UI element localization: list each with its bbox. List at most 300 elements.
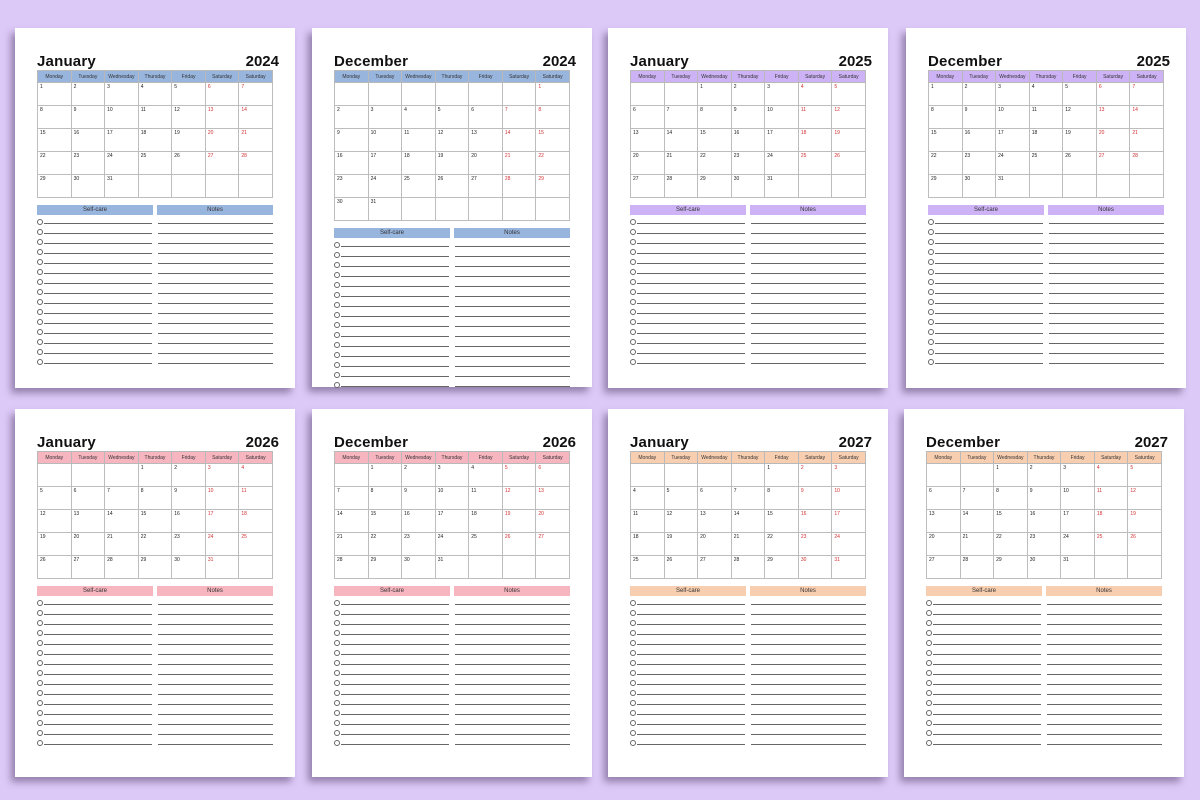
day-cell[interactable]: 10 (368, 129, 402, 152)
selfcare-item[interactable] (334, 268, 450, 278)
day-cell[interactable]: 11 (1094, 487, 1128, 510)
day-cell[interactable] (536, 556, 570, 579)
notes-line[interactable] (1048, 245, 1164, 255)
day-cell[interactable]: 18 (469, 510, 503, 533)
selfcare-item[interactable] (37, 616, 153, 626)
notes-line[interactable] (750, 706, 866, 716)
day-cell[interactable]: 20 (631, 152, 665, 175)
day-cell[interactable]: 27 (927, 556, 961, 579)
selfcare-item[interactable] (630, 285, 746, 295)
day-cell[interactable]: 3 (435, 464, 469, 487)
selfcare-item[interactable] (334, 358, 450, 368)
selfcare-item[interactable] (37, 626, 153, 636)
day-cell[interactable]: 12 (1063, 106, 1097, 129)
selfcare-item[interactable] (926, 596, 1042, 606)
notes-line[interactable] (157, 305, 273, 315)
day-cell[interactable]: 9 (962, 106, 996, 129)
selfcare-item[interactable] (928, 285, 1044, 295)
selfcare-item[interactable] (926, 726, 1042, 736)
day-cell[interactable]: 23 (1027, 533, 1061, 556)
notes-line[interactable] (1048, 325, 1164, 335)
day-cell[interactable]: 7 (239, 83, 273, 106)
day-cell[interactable]: 7 (731, 487, 765, 510)
selfcare-item[interactable] (334, 706, 450, 716)
selfcare-item[interactable] (37, 225, 153, 235)
selfcare-item[interactable] (630, 636, 746, 646)
day-cell[interactable]: 6 (631, 106, 665, 129)
day-cell[interactable]: 21 (960, 533, 994, 556)
selfcare-item[interactable] (928, 315, 1044, 325)
day-cell[interactable]: 30 (798, 556, 832, 579)
day-cell[interactable]: 27 (205, 152, 239, 175)
selfcare-item[interactable] (334, 308, 450, 318)
day-cell[interactable]: 4 (1094, 464, 1128, 487)
day-cell[interactable]: 3 (205, 464, 239, 487)
notes-line[interactable] (1046, 596, 1162, 606)
day-cell[interactable]: 13 (536, 487, 570, 510)
day-cell[interactable]: 9 (71, 106, 105, 129)
selfcare-item[interactable] (928, 215, 1044, 225)
notes-line[interactable] (157, 285, 273, 295)
notes-line[interactable] (454, 238, 570, 248)
selfcare-item[interactable] (926, 696, 1042, 706)
day-cell[interactable]: 15 (929, 129, 963, 152)
selfcare-item[interactable] (630, 686, 746, 696)
selfcare-item[interactable] (334, 238, 450, 248)
day-cell[interactable]: 3 (105, 83, 139, 106)
notes-line[interactable] (157, 676, 273, 686)
notes-line[interactable] (750, 666, 866, 676)
day-cell[interactable]: 7 (664, 106, 698, 129)
day-cell[interactable]: 27 (469, 175, 503, 198)
day-cell[interactable]: 29 (929, 175, 963, 198)
day-cell[interactable]: 7 (335, 487, 369, 510)
day-cell[interactable] (832, 175, 866, 198)
day-cell[interactable]: 26 (664, 556, 698, 579)
day-cell[interactable]: 19 (1128, 510, 1162, 533)
notes-line[interactable] (1048, 335, 1164, 345)
selfcare-item[interactable] (37, 245, 153, 255)
day-cell[interactable]: 26 (172, 152, 206, 175)
notes-line[interactable] (750, 626, 866, 636)
day-cell[interactable]: 29 (698, 175, 732, 198)
day-cell[interactable] (927, 464, 961, 487)
selfcare-item[interactable] (334, 378, 450, 388)
selfcare-item[interactable] (630, 666, 746, 676)
day-cell[interactable]: 24 (765, 152, 799, 175)
selfcare-item[interactable] (928, 255, 1044, 265)
notes-line[interactable] (1048, 305, 1164, 315)
selfcare-item[interactable] (928, 335, 1044, 345)
day-cell[interactable] (1096, 175, 1130, 198)
day-cell[interactable]: 19 (435, 152, 469, 175)
notes-line[interactable] (1048, 295, 1164, 305)
day-cell[interactable]: 11 (631, 510, 665, 533)
selfcare-item[interactable] (37, 716, 153, 726)
notes-line[interactable] (454, 656, 570, 666)
day-cell[interactable]: 6 (469, 106, 503, 129)
day-cell[interactable]: 3 (832, 464, 866, 487)
selfcare-item[interactable] (37, 265, 153, 275)
day-cell[interactable]: 23 (71, 152, 105, 175)
checkbox-circle[interactable] (926, 740, 932, 746)
day-cell[interactable]: 15 (38, 129, 72, 152)
selfcare-item[interactable] (334, 636, 450, 646)
day-cell[interactable]: 14 (731, 510, 765, 533)
day-cell[interactable]: 8 (929, 106, 963, 129)
selfcare-item[interactable] (334, 616, 450, 626)
notes-line[interactable] (750, 285, 866, 295)
notes-line[interactable] (454, 268, 570, 278)
selfcare-item[interactable] (630, 696, 746, 706)
selfcare-item[interactable] (630, 656, 746, 666)
day-cell[interactable]: 17 (368, 152, 402, 175)
notes-line[interactable] (454, 318, 570, 328)
selfcare-item[interactable] (630, 265, 746, 275)
notes-line[interactable] (1046, 716, 1162, 726)
day-cell[interactable]: 15 (368, 510, 402, 533)
day-cell[interactable]: 21 (664, 152, 698, 175)
day-cell[interactable]: 6 (205, 83, 239, 106)
selfcare-item[interactable] (630, 305, 746, 315)
day-cell[interactable]: 23 (172, 533, 206, 556)
day-cell[interactable] (469, 83, 503, 106)
selfcare-item[interactable] (37, 345, 153, 355)
day-cell[interactable]: 23 (962, 152, 996, 175)
day-cell[interactable]: 16 (335, 152, 369, 175)
notes-line[interactable] (1048, 275, 1164, 285)
notes-line[interactable] (1048, 255, 1164, 265)
selfcare-item[interactable] (37, 696, 153, 706)
day-cell[interactable]: 21 (502, 152, 536, 175)
selfcare-item[interactable] (630, 716, 746, 726)
day-cell[interactable]: 16 (962, 129, 996, 152)
notes-line[interactable] (157, 355, 273, 365)
notes-line[interactable] (750, 686, 866, 696)
selfcare-item[interactable] (37, 275, 153, 285)
day-cell[interactable]: 12 (832, 106, 866, 129)
notes-line[interactable] (750, 305, 866, 315)
selfcare-item[interactable] (37, 646, 153, 656)
day-cell[interactable]: 1 (138, 464, 172, 487)
checkbox-circle[interactable] (630, 359, 636, 365)
day-cell[interactable]: 20 (205, 129, 239, 152)
day-cell[interactable]: 28 (960, 556, 994, 579)
day-cell[interactable]: 1 (38, 83, 72, 106)
day-cell[interactable]: 13 (205, 106, 239, 129)
notes-line[interactable] (454, 358, 570, 368)
selfcare-item[interactable] (334, 726, 450, 736)
day-cell[interactable]: 27 (631, 175, 665, 198)
day-cell[interactable]: 11 (1029, 106, 1063, 129)
day-cell[interactable]: 12 (435, 129, 469, 152)
notes-line[interactable] (157, 636, 273, 646)
day-cell[interactable]: 8 (994, 487, 1028, 510)
day-cell[interactable]: 5 (38, 487, 72, 510)
day-cell[interactable] (172, 175, 206, 198)
notes-line[interactable] (454, 338, 570, 348)
day-cell[interactable]: 25 (138, 152, 172, 175)
day-cell[interactable]: 17 (205, 510, 239, 533)
selfcare-item[interactable] (630, 706, 746, 716)
day-cell[interactable]: 16 (402, 510, 436, 533)
day-cell[interactable]: 9 (172, 487, 206, 510)
selfcare-item[interactable] (334, 318, 450, 328)
day-cell[interactable]: 9 (402, 487, 436, 510)
day-cell[interactable]: 26 (38, 556, 72, 579)
day-cell[interactable]: 14 (335, 510, 369, 533)
day-cell[interactable]: 4 (631, 487, 665, 510)
day-cell[interactable]: 31 (996, 175, 1030, 198)
day-cell[interactable]: 18 (1094, 510, 1128, 533)
day-cell[interactable]: 14 (960, 510, 994, 533)
day-cell[interactable]: 24 (205, 533, 239, 556)
notes-line[interactable] (1046, 736, 1162, 746)
day-cell[interactable]: 12 (1128, 487, 1162, 510)
selfcare-item[interactable] (37, 676, 153, 686)
notes-line[interactable] (454, 696, 570, 706)
selfcare-item[interactable] (334, 686, 450, 696)
selfcare-item[interactable] (334, 736, 450, 746)
day-cell[interactable]: 15 (536, 129, 570, 152)
day-cell[interactable]: 5 (664, 487, 698, 510)
selfcare-item[interactable] (37, 255, 153, 265)
day-cell[interactable]: 1 (765, 464, 799, 487)
day-cell[interactable] (138, 175, 172, 198)
day-cell[interactable]: 5 (1128, 464, 1162, 487)
selfcare-item[interactable] (37, 215, 153, 225)
notes-line[interactable] (750, 315, 866, 325)
notes-line[interactable] (1046, 636, 1162, 646)
notes-line[interactable] (454, 248, 570, 258)
day-cell[interactable]: 25 (402, 175, 436, 198)
day-cell[interactable]: 26 (435, 175, 469, 198)
selfcare-item[interactable] (334, 278, 450, 288)
selfcare-item[interactable] (630, 315, 746, 325)
notes-line[interactable] (157, 325, 273, 335)
day-cell[interactable]: 2 (962, 83, 996, 106)
day-cell[interactable]: 10 (765, 106, 799, 129)
day-cell[interactable]: 14 (239, 106, 273, 129)
notes-line[interactable] (1046, 646, 1162, 656)
day-cell[interactable] (402, 198, 436, 221)
selfcare-item[interactable] (630, 215, 746, 225)
day-cell[interactable]: 31 (765, 175, 799, 198)
day-cell[interactable] (469, 556, 503, 579)
day-cell[interactable]: 7 (1130, 83, 1164, 106)
day-cell[interactable] (1128, 556, 1162, 579)
day-cell[interactable]: 2 (798, 464, 832, 487)
selfcare-item[interactable] (928, 325, 1044, 335)
day-cell[interactable]: 5 (502, 464, 536, 487)
selfcare-item[interactable] (334, 626, 450, 636)
day-cell[interactable]: 7 (502, 106, 536, 129)
day-cell[interactable]: 29 (138, 556, 172, 579)
notes-line[interactable] (157, 696, 273, 706)
day-cell[interactable]: 6 (927, 487, 961, 510)
notes-line[interactable] (454, 378, 570, 388)
day-cell[interactable]: 30 (402, 556, 436, 579)
day-cell[interactable]: 24 (832, 533, 866, 556)
day-cell[interactable]: 15 (765, 510, 799, 533)
day-cell[interactable]: 19 (664, 533, 698, 556)
day-cell[interactable]: 3 (996, 83, 1030, 106)
day-cell[interactable]: 28 (731, 556, 765, 579)
notes-line[interactable] (750, 325, 866, 335)
day-cell[interactable]: 2 (402, 464, 436, 487)
notes-line[interactable] (454, 736, 570, 746)
checkbox-circle[interactable] (334, 740, 340, 746)
notes-line[interactable] (157, 646, 273, 656)
notes-line[interactable] (157, 245, 273, 255)
day-cell[interactable]: 5 (832, 83, 866, 106)
day-cell[interactable] (335, 83, 369, 106)
selfcare-item[interactable] (37, 666, 153, 676)
day-cell[interactable]: 17 (765, 129, 799, 152)
day-cell[interactable]: 4 (239, 464, 273, 487)
selfcare-item[interactable] (630, 255, 746, 265)
notes-line[interactable] (750, 255, 866, 265)
day-cell[interactable]: 24 (996, 152, 1030, 175)
selfcare-item[interactable] (630, 596, 746, 606)
day-cell[interactable]: 4 (798, 83, 832, 106)
day-cell[interactable]: 25 (798, 152, 832, 175)
notes-line[interactable] (454, 298, 570, 308)
day-cell[interactable]: 30 (71, 175, 105, 198)
day-cell[interactable]: 20 (927, 533, 961, 556)
notes-line[interactable] (750, 295, 866, 305)
day-cell[interactable]: 22 (765, 533, 799, 556)
day-cell[interactable]: 22 (38, 152, 72, 175)
notes-line[interactable] (454, 716, 570, 726)
notes-line[interactable] (157, 295, 273, 305)
day-cell[interactable]: 26 (1128, 533, 1162, 556)
day-cell[interactable]: 8 (38, 106, 72, 129)
selfcare-item[interactable] (37, 335, 153, 345)
day-cell[interactable]: 9 (731, 106, 765, 129)
notes-line[interactable] (1046, 626, 1162, 636)
day-cell[interactable]: 7 (105, 487, 139, 510)
day-cell[interactable] (239, 175, 273, 198)
day-cell[interactable]: 10 (1061, 487, 1095, 510)
day-cell[interactable]: 9 (798, 487, 832, 510)
day-cell[interactable]: 22 (138, 533, 172, 556)
notes-line[interactable] (1046, 616, 1162, 626)
notes-line[interactable] (750, 676, 866, 686)
day-cell[interactable]: 21 (239, 129, 273, 152)
day-cell[interactable]: 31 (368, 198, 402, 221)
checkbox-circle[interactable] (630, 740, 636, 746)
selfcare-item[interactable] (926, 706, 1042, 716)
day-cell[interactable]: 29 (536, 175, 570, 198)
selfcare-item[interactable] (928, 225, 1044, 235)
checkbox-circle[interactable] (37, 740, 43, 746)
day-cell[interactable]: 19 (502, 510, 536, 533)
day-cell[interactable]: 22 (368, 533, 402, 556)
notes-line[interactable] (1046, 706, 1162, 716)
day-cell[interactable] (435, 198, 469, 221)
day-cell[interactable]: 30 (335, 198, 369, 221)
selfcare-item[interactable] (334, 338, 450, 348)
selfcare-item[interactable] (37, 295, 153, 305)
day-cell[interactable]: 19 (1063, 129, 1097, 152)
day-cell[interactable]: 28 (335, 556, 369, 579)
notes-line[interactable] (750, 656, 866, 666)
day-cell[interactable] (239, 556, 273, 579)
selfcare-item[interactable] (37, 706, 153, 716)
day-cell[interactable]: 20 (698, 533, 732, 556)
notes-line[interactable] (750, 606, 866, 616)
selfcare-item[interactable] (928, 245, 1044, 255)
day-cell[interactable]: 21 (731, 533, 765, 556)
selfcare-item[interactable] (334, 666, 450, 676)
notes-line[interactable] (157, 626, 273, 636)
selfcare-item[interactable] (630, 736, 746, 746)
day-cell[interactable] (71, 464, 105, 487)
selfcare-item[interactable] (37, 726, 153, 736)
day-cell[interactable]: 4 (138, 83, 172, 106)
notes-line[interactable] (1048, 315, 1164, 325)
selfcare-item[interactable] (926, 716, 1042, 726)
day-cell[interactable] (631, 83, 665, 106)
day-cell[interactable] (435, 83, 469, 106)
day-cell[interactable]: 2 (71, 83, 105, 106)
day-cell[interactable]: 5 (1063, 83, 1097, 106)
day-cell[interactable]: 10 (435, 487, 469, 510)
day-cell[interactable]: 26 (1063, 152, 1097, 175)
day-cell[interactable]: 6 (1096, 83, 1130, 106)
day-cell[interactable]: 18 (138, 129, 172, 152)
day-cell[interactable]: 18 (798, 129, 832, 152)
day-cell[interactable]: 31 (832, 556, 866, 579)
day-cell[interactable]: 11 (138, 106, 172, 129)
notes-line[interactable] (454, 666, 570, 676)
notes-line[interactable] (157, 706, 273, 716)
notes-line[interactable] (1048, 345, 1164, 355)
day-cell[interactable] (469, 198, 503, 221)
notes-line[interactable] (750, 696, 866, 706)
notes-line[interactable] (454, 308, 570, 318)
notes-line[interactable] (157, 716, 273, 726)
notes-line[interactable] (750, 265, 866, 275)
day-cell[interactable] (664, 464, 698, 487)
day-cell[interactable]: 14 (1130, 106, 1164, 129)
day-cell[interactable]: 12 (502, 487, 536, 510)
selfcare-item[interactable] (334, 606, 450, 616)
selfcare-item[interactable] (37, 606, 153, 616)
notes-line[interactable] (750, 245, 866, 255)
day-cell[interactable]: 16 (798, 510, 832, 533)
day-cell[interactable]: 25 (469, 533, 503, 556)
notes-line[interactable] (1048, 235, 1164, 245)
day-cell[interactable] (502, 198, 536, 221)
day-cell[interactable]: 26 (502, 533, 536, 556)
day-cell[interactable]: 12 (172, 106, 206, 129)
selfcare-item[interactable] (630, 646, 746, 656)
day-cell[interactable] (205, 175, 239, 198)
day-cell[interactable]: 4 (1029, 83, 1063, 106)
selfcare-item[interactable] (334, 596, 450, 606)
notes-line[interactable] (750, 716, 866, 726)
selfcare-item[interactable] (37, 325, 153, 335)
day-cell[interactable]: 2 (731, 83, 765, 106)
notes-line[interactable] (454, 288, 570, 298)
day-cell[interactable]: 2 (335, 106, 369, 129)
day-cell[interactable]: 16 (1027, 510, 1061, 533)
day-cell[interactable]: 8 (765, 487, 799, 510)
notes-line[interactable] (454, 686, 570, 696)
day-cell[interactable]: 23 (731, 152, 765, 175)
